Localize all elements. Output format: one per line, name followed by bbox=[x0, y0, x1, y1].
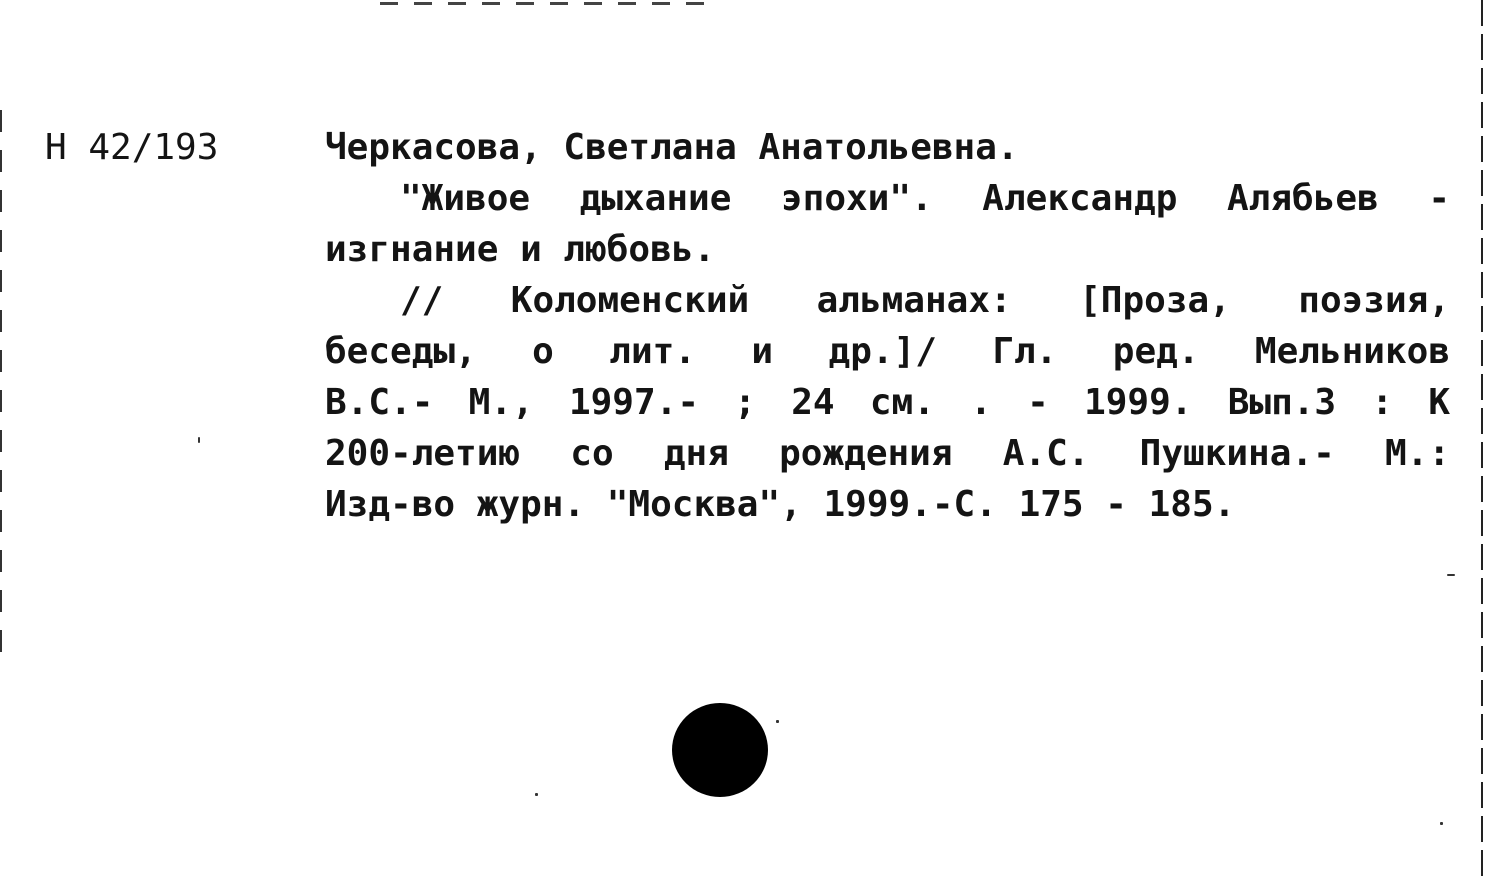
source-line-1: // Коломенский альманах: [Проза, поэзия, bbox=[400, 280, 1450, 321]
source-line-3: В.С.- М., 1997.- ; 24 см. . - 1999. Вып.3 : К bbox=[325, 382, 1450, 423]
punch-hole bbox=[672, 703, 768, 797]
source-line-2: беседы, о лит. и др.]/ Гл. ред. Мельников bbox=[325, 331, 1450, 372]
speck bbox=[1440, 822, 1443, 825]
left-edge-marks bbox=[0, 110, 2, 670]
shelfmark: Н 42/193 bbox=[45, 127, 219, 168]
speck bbox=[198, 437, 200, 443]
source-line-5: Изд-во журн. "Москва", 1999.-С. 175 - 185. bbox=[325, 484, 1236, 525]
speck bbox=[776, 720, 779, 723]
top-edge-marks bbox=[380, 2, 720, 5]
author-name: Черкасова, Светлана Анатольевна. bbox=[325, 127, 1019, 168]
title-line-2: изгнание и любовь. bbox=[325, 229, 716, 270]
speck bbox=[1447, 574, 1455, 576]
source-line-4: 200-летию со дня рождения А.С. Пушкина.- М.: bbox=[325, 433, 1450, 474]
bibliographic-entry bbox=[325, 122, 1450, 530]
speck bbox=[535, 793, 538, 796]
title-line-1: "Живое дыхание эпохи". Александр Алябьев - bbox=[400, 178, 1450, 219]
right-edge-border bbox=[1481, 0, 1483, 880]
